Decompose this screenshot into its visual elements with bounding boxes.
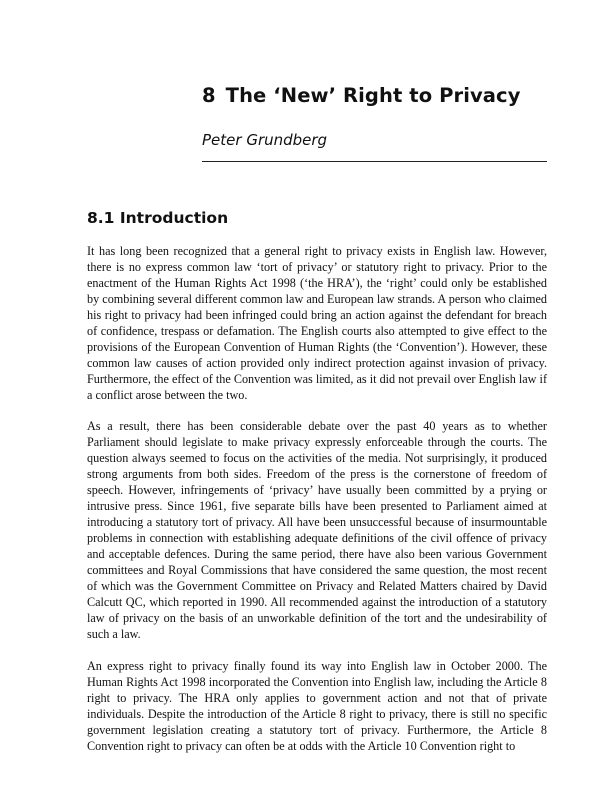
section-heading xyxy=(87,209,228,227)
paragraph: An express right to privacy finally found its way into English law in October 2000. The Human Rights Act 1998 incorporated the Convention into English law, including the Article 8 right to privacy. The HRA only applies to government action and not that of private individuals. Despite the introduction of the Article 8 right to privacy, there is still no specific government legislation creating a statutory tort of privacy. Furthermore, the Article 8 Convention right to privacy can often be at odds with the Article 10 Convention right to xyxy=(87,658,547,753)
chapter-title xyxy=(202,84,521,107)
body-text xyxy=(87,244,547,770)
chapter-author: Peter Grundberg xyxy=(202,131,328,149)
paragraph: It has long been recognized that a general right to privacy exists in English law. However, there is no express common law ‘tort of privacy’ or statutory right to privacy. Prior to the enactment of the Human Rights Act 1998 (‘the HRA’), the ‘right’ could only be established by combining several different common law and European law strands. A person who claimed his right to privacy had been infringed could bring an action against the defendant for breach of confidence, trespass or defamation. The English courts also attempted to give effect to the provisions of the European Convention of Human Rights (the ‘Convention’). However, these common law causes of action provided only indirect protection against invasion of privacy. Furthermore, the effect of the Convention was limited, as it did not prevail over English law if a conflict arose between the two. xyxy=(87,244,547,402)
chapter-number: 8 xyxy=(202,84,216,107)
section-title: Introduction xyxy=(119,209,229,227)
section-number: 8.1 xyxy=(87,209,115,227)
paragraph: As a result, there has been considerable debate over the past 40 years as to whether Parliament should legislate to make privacy expressly enforceable through the courts. The question always seemed to focus on the activities of the media. Not surprisingly, it produced strong arguments from both sides. Freedom of the press is the cornerstone of freedom of speech. However, infringements of ‘privacy’ have usually been committed by a prying or intrusive press. Since 1961, five separate bills have been presented to Parliament aimed at introducing a statutory tort of privacy. All have been unsuccessful because of insurmountable problems in connection with establishing adequate definitions of the civil offence of privacy and acceptable defences. During the same period, there have also been various Government committees and Royal Commissions that have considered the same question, the most recent of which was the Government Committee on Privacy and Related Matters chaired by David Calcutt QC, which reported in 1990. All recommended against the introduction of a statutory law of privacy on the basis of an unworkable definition of the tort and the undesirability of such a law. xyxy=(87,419,547,641)
chapter-title-text: The ‘New’ Right to Privacy xyxy=(225,84,521,107)
title-divider xyxy=(202,161,547,162)
